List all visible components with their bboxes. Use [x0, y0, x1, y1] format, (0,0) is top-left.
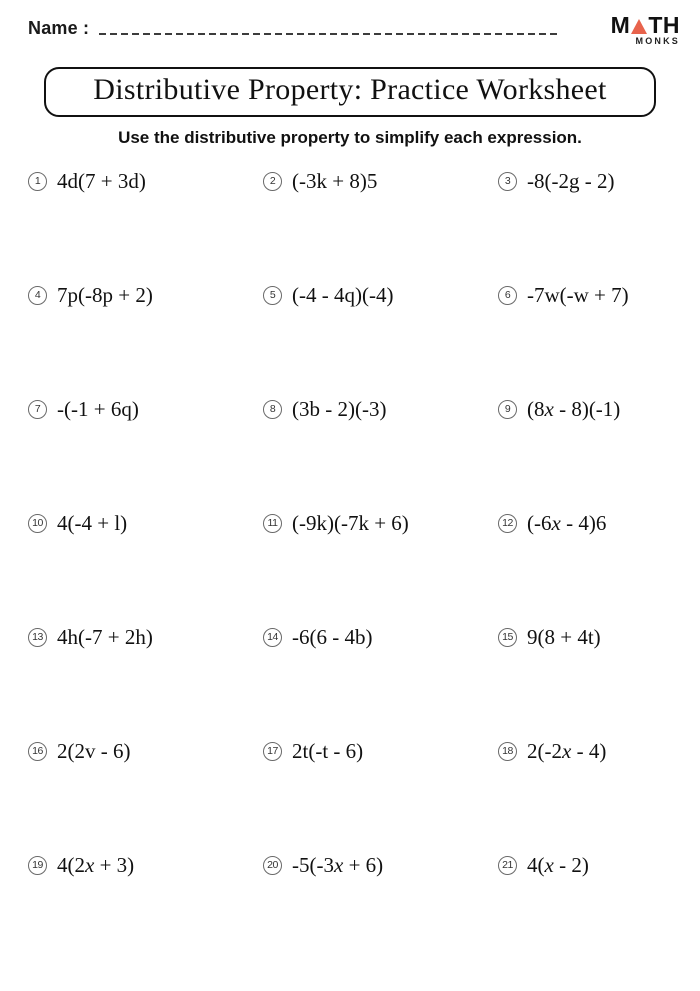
triangle-icon: [631, 19, 647, 34]
problem-expression: -8(-2g - 2): [527, 169, 615, 193]
problem-number-badge: 19: [28, 856, 47, 875]
problem-number-badge: 5: [263, 286, 282, 305]
problem-expression: (8x - 8)(-1): [527, 397, 621, 421]
problem-item: [28, 397, 263, 511]
name-label: Name :: [28, 18, 90, 38]
problems-grid: [0, 169, 700, 967]
problem-number-badge: 15: [498, 628, 517, 647]
problem-number-badge: 13: [28, 628, 47, 647]
problem-expression: -6(6 - 4b): [292, 625, 373, 649]
problem-item: [498, 169, 700, 283]
problem-expression: 7p(-8p + 2): [57, 283, 153, 307]
problem-item: [28, 853, 263, 967]
problem-number-badge: 6: [498, 286, 517, 305]
problem-item: [498, 511, 700, 625]
problem-item: [498, 397, 700, 511]
problem-expression: 4d(7 + 3d): [57, 169, 146, 193]
problem-number-badge: 2: [263, 172, 282, 191]
problem-item: [28, 511, 263, 625]
problem-number-badge: 14: [263, 628, 282, 647]
problem-number-badge: 16: [28, 742, 47, 761]
problem-number-badge: 17: [263, 742, 282, 761]
problem-item: [498, 853, 700, 967]
problem-number-badge: 12: [498, 514, 517, 533]
problem-expression: -5(-3x + 6): [292, 853, 384, 877]
logo-subtext: MONKS: [635, 36, 680, 46]
problem-number-badge: 7: [28, 400, 47, 419]
problem-expression: 4(x - 2): [527, 853, 589, 877]
problem-number-badge: 20: [263, 856, 282, 875]
problem-number-badge: 21: [498, 856, 517, 875]
math-monks-logo: [611, 14, 680, 46]
problem-item: [263, 739, 498, 853]
name-row: [28, 14, 611, 39]
problem-expression: (-6x - 4)6: [527, 511, 607, 535]
problem-item: [263, 511, 498, 625]
problem-item: [28, 739, 263, 853]
problem-expression: 2(-2x - 4): [527, 739, 607, 763]
problem-expression: -7w(-w + 7): [527, 283, 629, 307]
problem-expression: (-9k)(-7k + 6): [292, 511, 409, 535]
problem-expression: 9(8 + 4t): [527, 625, 601, 649]
problem-expression: (-4 - 4q)(-4): [292, 283, 394, 307]
problem-number-badge: 10: [28, 514, 47, 533]
problem-number-badge: 4: [28, 286, 47, 305]
problem-item: [263, 169, 498, 283]
problem-expression: (3b - 2)(-3): [292, 397, 387, 421]
problem-item: [263, 397, 498, 511]
problem-item: [498, 739, 700, 853]
problem-expression: 4(2x + 3): [57, 853, 135, 877]
problem-number-badge: 1: [28, 172, 47, 191]
problem-expression: (-3k + 8)5: [292, 169, 378, 193]
problem-item: [28, 625, 263, 739]
logo-wordmark: [611, 14, 680, 36]
problem-item: [28, 169, 263, 283]
problem-item: [263, 625, 498, 739]
problem-expression: -(-1 + 6q): [57, 397, 139, 421]
problem-number-badge: 8: [263, 400, 282, 419]
problem-number-badge: 18: [498, 742, 517, 761]
problem-expression: 2(2v - 6): [57, 739, 131, 763]
logo-letter-m: M: [610, 12, 631, 38]
problem-item: [263, 283, 498, 397]
worksheet-title: Distributive Property: Practice Worksheet: [44, 67, 656, 117]
problem-item: [263, 853, 498, 967]
problem-item: [498, 625, 700, 739]
problem-expression: 4(-4 + l): [57, 511, 128, 535]
page-header: [0, 0, 700, 46]
problem-item: [498, 283, 700, 397]
problem-number-badge: 9: [498, 400, 517, 419]
problem-number-badge: 11: [263, 514, 282, 533]
instruction-text: Use the distributive property to simplify each expression.: [118, 128, 582, 147]
problem-item: [28, 283, 263, 397]
name-fill-in-line: [99, 33, 557, 35]
problem-expression: 4h(-7 + 2h): [57, 625, 153, 649]
problem-expression: 2t(-t - 6): [292, 739, 364, 763]
problem-number-badge: 3: [498, 172, 517, 191]
logo-letters-th: TH: [648, 12, 680, 38]
